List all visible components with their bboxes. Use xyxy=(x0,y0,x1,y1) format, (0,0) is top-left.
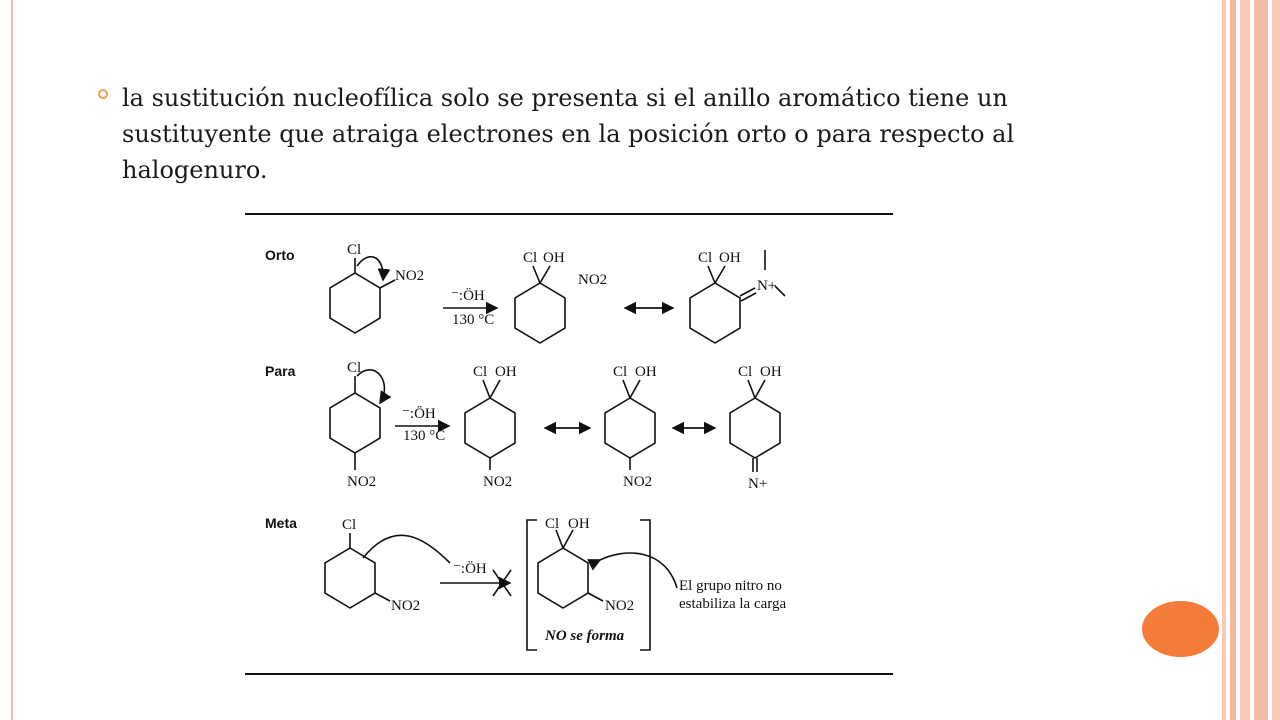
atom-cl: Cl xyxy=(342,517,357,533)
atom-cl: Cl xyxy=(738,364,753,380)
atom-no2: NO2 xyxy=(391,598,421,614)
left-decor-line xyxy=(11,0,13,720)
atom-oh: OH xyxy=(568,516,590,532)
bullet-text: la sustitución nucleofílica solo se presenta si el anillo aromático tiene un sustituyente que atraiga electrones en la posición orto o para respecto al halogenuro. xyxy=(122,84,1015,184)
atom-no2: NO2 xyxy=(605,598,635,614)
nucleophile-label: ⁻:ÖH xyxy=(402,406,436,422)
conditions-label: 130 °C xyxy=(403,428,446,444)
atom-no2: NO2 xyxy=(578,272,608,288)
row-label-meta: Meta xyxy=(265,515,297,531)
atom-cl: Cl xyxy=(473,364,488,380)
atom-cl: Cl xyxy=(613,364,628,380)
atom-oh: OH xyxy=(760,364,782,380)
atom-cl: Cl xyxy=(545,516,560,532)
right-decor-stripes xyxy=(1222,0,1280,720)
atom-oh: OH xyxy=(543,250,565,266)
atom-cl: Cl xyxy=(698,250,713,266)
atom-no2: NO2 xyxy=(483,474,513,490)
atom-cl: Cl xyxy=(523,250,538,266)
nucleophile-label: ⁻:ÖH xyxy=(453,561,487,577)
note-line-2: estabiliza la carga xyxy=(679,596,787,612)
atom-n-plus: N+ xyxy=(757,278,777,294)
note-line-1: El grupo nitro no xyxy=(679,578,782,594)
atom-no2: NO2 xyxy=(395,268,425,284)
row-label-orto: Orto xyxy=(265,247,295,263)
atom-no2: NO2 xyxy=(347,474,377,490)
atom-cl: Cl xyxy=(347,360,362,376)
atom-oh: OH xyxy=(635,364,657,380)
atom-no2: NO2 xyxy=(623,474,653,490)
bullet-icon xyxy=(98,89,108,99)
atom-oh: OH xyxy=(495,364,517,380)
conditions-label: 130 °C xyxy=(452,312,495,328)
atom-n-plus: N+ xyxy=(748,476,768,492)
row-label-para: Para xyxy=(265,363,296,379)
orange-circle-decor xyxy=(1142,601,1219,657)
reaction-figure xyxy=(245,208,895,678)
reaction-diagram xyxy=(245,208,895,678)
atom-cl: Cl xyxy=(347,242,362,258)
bullet-item xyxy=(98,80,1158,188)
nucleophile-label: ⁻:ÖH xyxy=(451,288,485,304)
no-se-forma-label: NO se forma xyxy=(545,628,625,644)
atom-oh: OH xyxy=(719,250,741,266)
